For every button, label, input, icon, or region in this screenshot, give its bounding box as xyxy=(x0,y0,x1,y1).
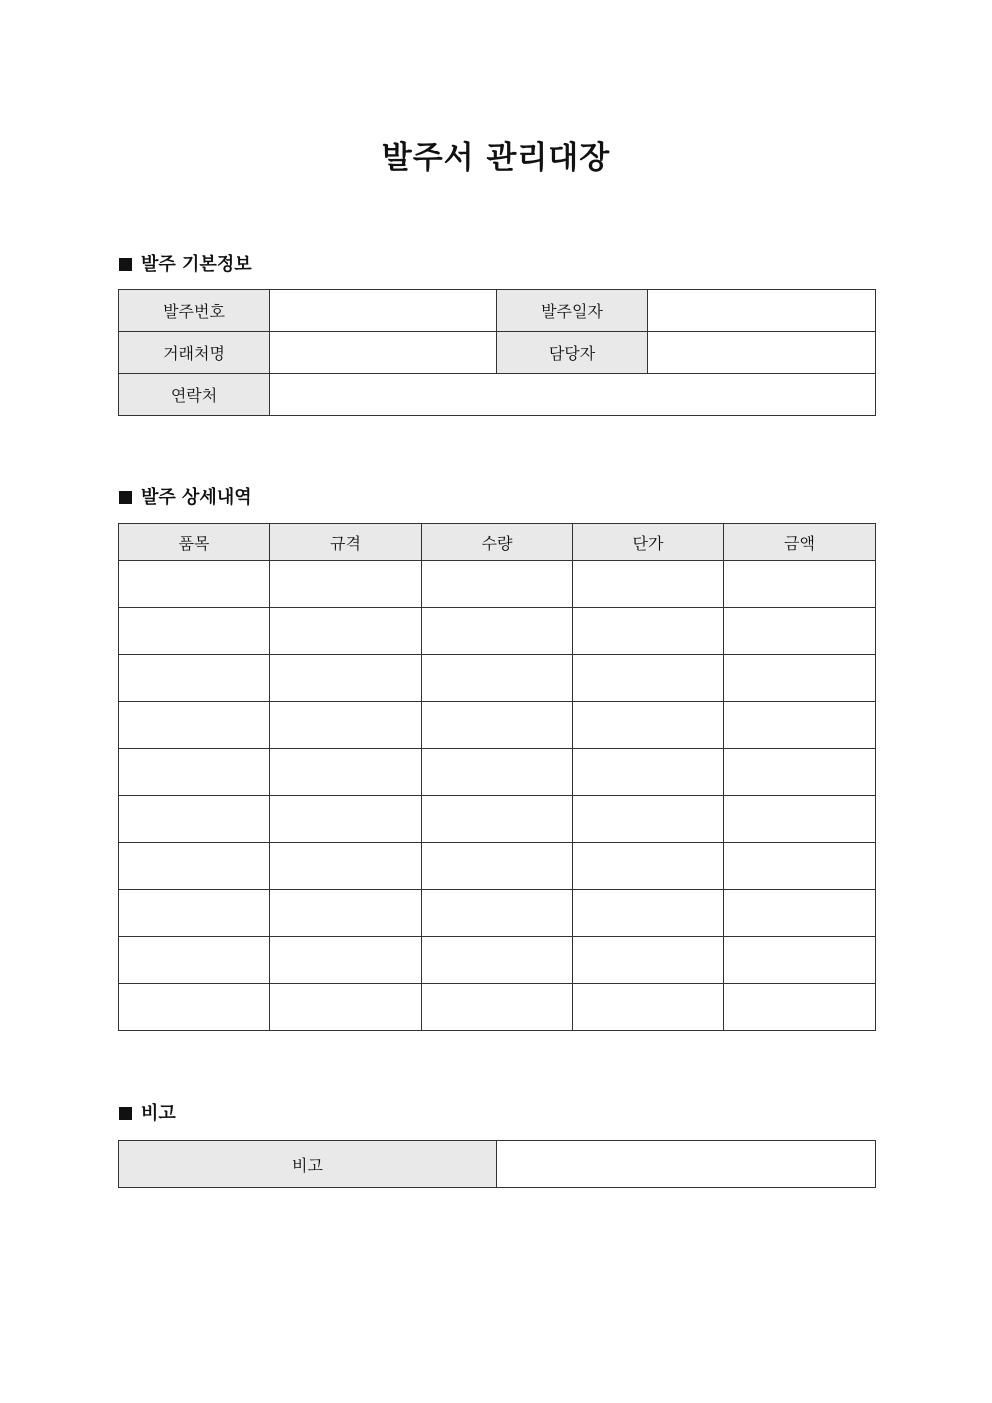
amount-cell[interactable] xyxy=(724,702,876,749)
order-date-field[interactable] xyxy=(648,290,876,332)
amount-cell[interactable] xyxy=(724,796,876,843)
order-date-label: 발주일자 xyxy=(497,290,648,332)
table-row xyxy=(119,608,876,655)
amount-cell[interactable] xyxy=(724,937,876,984)
item-cell[interactable] xyxy=(119,984,270,1031)
unit-price-cell[interactable] xyxy=(573,937,724,984)
table-row xyxy=(119,561,876,608)
table-row xyxy=(119,374,876,416)
amount-cell[interactable] xyxy=(724,749,876,796)
table-row xyxy=(119,890,876,937)
item-cell[interactable] xyxy=(119,796,270,843)
spec-cell[interactable] xyxy=(270,608,422,655)
header-quantity: 수량 xyxy=(422,524,573,561)
vendor-field[interactable] xyxy=(270,332,497,374)
spec-cell[interactable] xyxy=(270,984,422,1031)
header-spec: 규격 xyxy=(270,524,422,561)
item-cell[interactable] xyxy=(119,937,270,984)
vendor-label: 거래처명 xyxy=(119,332,270,374)
table-row xyxy=(119,702,876,749)
section-heading-detail-label: 발주 상세내역 xyxy=(141,487,252,508)
section-heading-basic xyxy=(119,253,252,277)
basic-info-table xyxy=(118,289,876,416)
table-row xyxy=(119,290,876,332)
unit-price-cell[interactable] xyxy=(573,796,724,843)
table-row xyxy=(119,843,876,890)
page-title: 발주서 관리대장 xyxy=(381,140,611,176)
contact-field[interactable] xyxy=(270,374,876,416)
table-header-row xyxy=(119,524,876,561)
spec-cell[interactable] xyxy=(270,749,422,796)
unit-price-cell[interactable] xyxy=(573,984,724,1031)
section-heading-remarks-label: 비고 xyxy=(141,1103,176,1124)
quantity-cell[interactable] xyxy=(422,984,573,1031)
item-cell[interactable] xyxy=(119,608,270,655)
item-cell[interactable] xyxy=(119,561,270,608)
quantity-cell[interactable] xyxy=(422,796,573,843)
unit-price-cell[interactable] xyxy=(573,702,724,749)
unit-price-cell[interactable] xyxy=(573,843,724,890)
square-bullet-icon xyxy=(119,1107,132,1120)
quantity-cell[interactable] xyxy=(422,702,573,749)
manager-label: 담당자 xyxy=(497,332,648,374)
unit-price-cell[interactable] xyxy=(573,561,724,608)
square-bullet-icon xyxy=(119,258,132,271)
quantity-cell[interactable] xyxy=(422,749,573,796)
table-row xyxy=(119,749,876,796)
section-heading-detail xyxy=(119,486,252,510)
table-row xyxy=(119,1141,876,1188)
remarks-field[interactable] xyxy=(497,1141,876,1188)
unit-price-cell[interactable] xyxy=(573,655,724,702)
quantity-cell[interactable] xyxy=(422,655,573,702)
quantity-cell[interactable] xyxy=(422,937,573,984)
table-row xyxy=(119,332,876,374)
spec-cell[interactable] xyxy=(270,655,422,702)
amount-cell[interactable] xyxy=(724,843,876,890)
amount-cell[interactable] xyxy=(724,608,876,655)
spec-cell[interactable] xyxy=(270,937,422,984)
table-row xyxy=(119,796,876,843)
amount-cell[interactable] xyxy=(724,984,876,1031)
section-heading-basic-label: 발주 기본정보 xyxy=(141,254,252,275)
manager-field[interactable] xyxy=(648,332,876,374)
unit-price-cell[interactable] xyxy=(573,890,724,937)
remarks-table xyxy=(118,1140,876,1188)
amount-cell[interactable] xyxy=(724,561,876,608)
order-no-field[interactable] xyxy=(270,290,497,332)
amount-cell[interactable] xyxy=(724,655,876,702)
table-row xyxy=(119,655,876,702)
quantity-cell[interactable] xyxy=(422,608,573,655)
item-cell[interactable] xyxy=(119,749,270,796)
item-cell[interactable] xyxy=(119,702,270,749)
table-row xyxy=(119,937,876,984)
order-no-label: 발주번호 xyxy=(119,290,270,332)
spec-cell[interactable] xyxy=(270,561,422,608)
spec-cell[interactable] xyxy=(270,796,422,843)
item-cell[interactable] xyxy=(119,890,270,937)
unit-price-cell[interactable] xyxy=(573,749,724,796)
header-unit-price: 단가 xyxy=(573,524,724,561)
spec-cell[interactable] xyxy=(270,702,422,749)
table-row xyxy=(119,984,876,1031)
amount-cell[interactable] xyxy=(724,890,876,937)
spec-cell[interactable] xyxy=(270,843,422,890)
spec-cell[interactable] xyxy=(270,890,422,937)
remarks-label: 비고 xyxy=(119,1141,497,1188)
contact-label: 연락처 xyxy=(119,374,270,416)
section-heading-remarks xyxy=(119,1102,176,1126)
square-bullet-icon xyxy=(119,491,132,504)
item-cell[interactable] xyxy=(119,655,270,702)
detail-table xyxy=(118,523,876,1031)
quantity-cell[interactable] xyxy=(422,890,573,937)
header-amount: 금액 xyxy=(724,524,876,561)
unit-price-cell[interactable] xyxy=(573,608,724,655)
item-cell[interactable] xyxy=(119,843,270,890)
quantity-cell[interactable] xyxy=(422,843,573,890)
quantity-cell[interactable] xyxy=(422,561,573,608)
header-item: 품목 xyxy=(119,524,270,561)
